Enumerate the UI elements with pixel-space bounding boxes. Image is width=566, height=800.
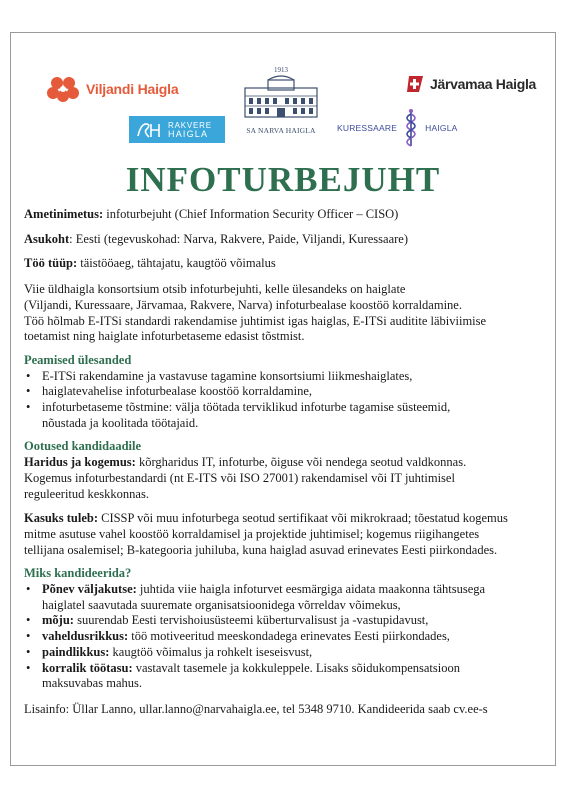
list-item-text: suurendab Eesti tervishoiusüsteemi küberturvalisust ja -vastupidavust, [73, 613, 429, 628]
kuressaare-logo-left: KURESSAARE [337, 123, 398, 133]
list-item-continuation [24, 598, 544, 614]
job-type-label: Töö tüüp: [24, 256, 78, 271]
caduceus-icon [399, 108, 423, 148]
list-item-label: Põnev väljakutse: [42, 582, 137, 597]
list-item-label: korralik töötasu: [42, 660, 133, 675]
narva-haigla-logo [244, 66, 318, 135]
list-item-text: juhtida viie haigla infoturvet eesmärgiga aidata maakonna tähtsusega [136, 582, 486, 597]
education-text: Kogemus infoturbestandardi (nt E-ITS või ISO 27001) rakendamisel või IT juhtimisel [24, 470, 455, 485]
list-item-label: paindlikkus: [42, 644, 110, 659]
expectations-heading: Ootused kandidaadile [24, 439, 142, 454]
education-label: Haridus ja kogemus: [24, 455, 136, 470]
list-item-text: vastavalt tasemele ja kokkuleppele. Lisaks sõidukompensatsioon [132, 660, 460, 675]
location-label: Asukoht [24, 231, 70, 246]
list-item-text: kaugtöö võimalus ja rohkelt iseseisvust, [109, 644, 313, 659]
location-line [24, 232, 544, 248]
list-item-text: maksuvabas mahus. [42, 676, 142, 691]
rh-monogram-icon [135, 120, 163, 140]
jarvamaa-logo-text: Järvamaa Haigla [430, 76, 537, 92]
list-item [24, 661, 544, 677]
kuressaare-logo-right: HAIGLA [425, 123, 458, 133]
list-item-continuation [24, 676, 544, 692]
position-line [24, 207, 544, 223]
narva-logo-text: SA NARVA HAIGLA [246, 126, 316, 135]
intro-line: toetamist ning haiglate infoturbetaseme edasist tõstmist. [24, 329, 305, 344]
viljandi-haigla-logo [46, 76, 178, 102]
advantages-text: mitme asutuse vahel koostöö korraldamisel ja projektide juhtimisel; kogemus riigihangetes [24, 526, 480, 541]
list-item: • E-ITSi rakendamine ja vastavuse tagamine konsortsiumi liikmeshaiglates, [24, 369, 544, 385]
list-item [24, 645, 544, 661]
location-value: : Eesti (tegevuskohad: Narva, Rakvere, Paide, Viljandi, Kuressaare) [69, 231, 409, 246]
list-item-label: mõju: [42, 613, 74, 628]
education-text: reguleeritud keskkonnas. [24, 486, 149, 501]
list-item [24, 613, 544, 629]
position-label: Ametinimetus: [24, 207, 104, 221]
jarvamaa-haigla-logo [405, 72, 536, 96]
list-item: • infoturbetaseme tõstmine: välja töötada terviklikud infoturbe tagamise süsteemid, [24, 400, 544, 416]
advantages-label: Kasuks tuleb: [24, 511, 98, 526]
list-item [24, 582, 544, 598]
list-item-text: nõustada ja koolitada töötajaid. [42, 415, 199, 430]
list-item [24, 629, 544, 645]
advantages-text: CISSP või muu infoturbega seotud sertifikaat või mikrokraad; tõestatud kogemus [97, 511, 508, 526]
education-paragraph [24, 455, 544, 502]
flower-icon [46, 76, 80, 102]
page-title: INFOTURBEJUHT [125, 160, 441, 199]
list-item-label: vaheldusrikkus: [42, 629, 129, 644]
education-text: kõrgharidus IT, infoturbe, õiguse või nendega seotud valdkonnas. [135, 455, 467, 470]
list-item-text: töö motiveeritud meeskondadega erinevates Eesti piirkondades, [128, 629, 450, 644]
intro-line: (Viljandi, Kuressaare, Järvamaa, Rakvere, Narva) infoturbealase koostöö korraldamine. [24, 297, 462, 312]
narva-logo-year: 1913 [274, 66, 288, 74]
advantages-paragraph [24, 511, 544, 558]
rakvere-logo-line2: HAIGLA [168, 128, 209, 139]
job-description [24, 207, 544, 718]
kuressaare-haigla-logo [337, 108, 458, 148]
list-item: • haiglatevahelise infoturbealase koostöö korraldamine, [24, 384, 544, 400]
list-item-text: haiglatel saavutada suuremate organisatsioonidega võrreldav võimekus, [42, 597, 401, 612]
intro-paragraph [24, 282, 544, 345]
list-item-continuation [24, 416, 544, 432]
red-cross-icon [405, 72, 427, 96]
position-value: infoturbejuht (Chief Information Security Officer – CISO) [103, 207, 399, 221]
why-apply-heading: Miks kandideerida? [24, 566, 132, 581]
hospital-building-icon [244, 74, 318, 118]
tasks-list [24, 369, 544, 432]
contact-info: Lisainfo: Üllar Lanno, ullar.lanno@narvahaigla.ee, tel 5348 9710. Kandideerida saab cv.ee-s [24, 701, 488, 716]
advantages-text: tellijana osalemisel; B-kategooria juhiluba, kuna haiglad asuvad erinevates Eesti piirkondades. [24, 542, 498, 557]
intro-line: Töö hõlmab E-ITSi standardi rakendamise juhtimist igas haiglas, E-ITSi auditite läbiviimise [24, 313, 487, 328]
why-apply-list [24, 582, 544, 692]
job-type-value: täistööaeg, tähtajatu, kaugtöö võimalus [77, 256, 276, 271]
intro-line: Viie üldhaigla konsortsium otsib infoturbejuhti, kelle ülesandeks on haiglate [24, 282, 406, 297]
rakvere-logo-line1: RAKVERE [168, 120, 212, 130]
rakvere-haigla-logo [129, 116, 225, 143]
tasks-heading: Peamised ülesanded [24, 352, 132, 367]
viljandi-logo-text: Viljandi Haigla [86, 81, 179, 97]
job-type-line [24, 256, 544, 272]
